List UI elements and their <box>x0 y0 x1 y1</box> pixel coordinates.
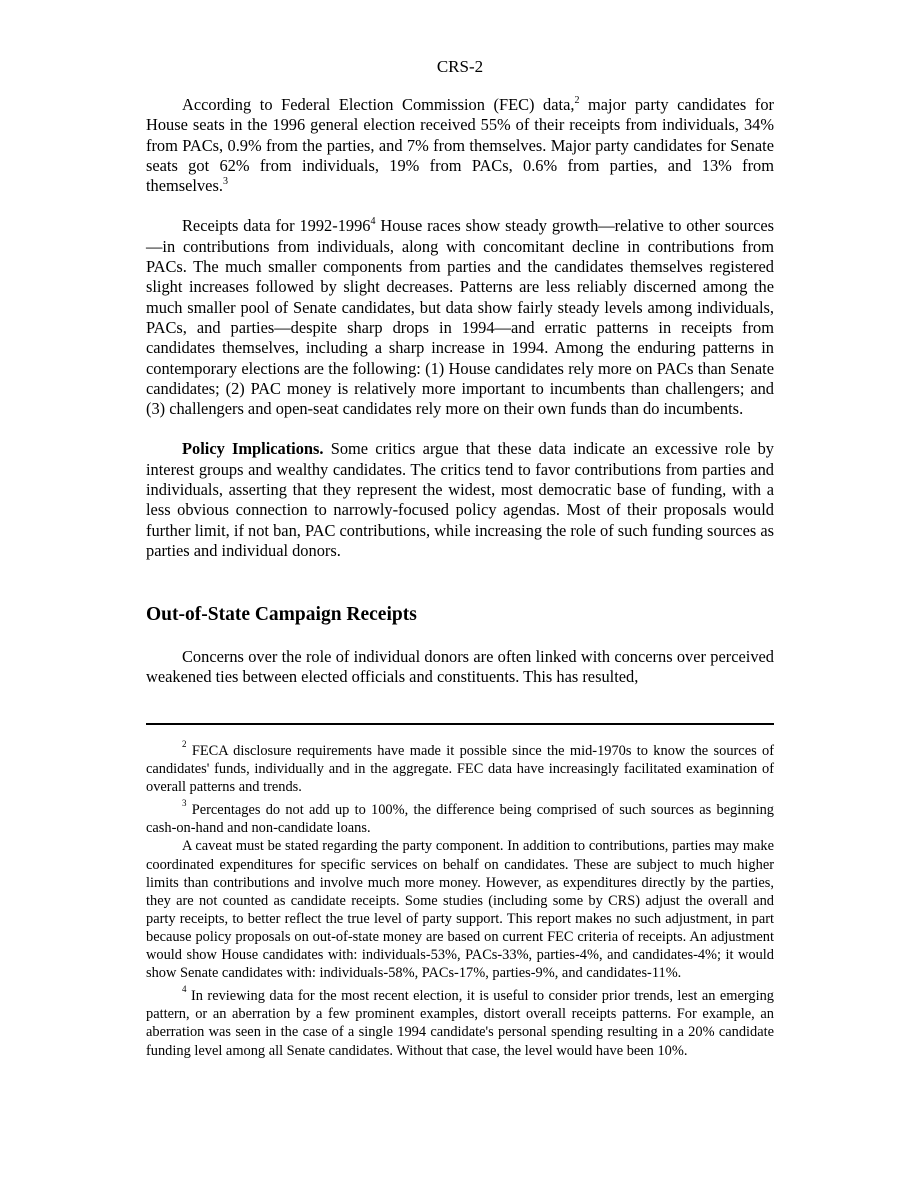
body-text-top <box>146 95 774 561</box>
footnote-ref-2[interactable]: 2 <box>574 94 580 106</box>
footnote-mark: 2 <box>182 739 187 750</box>
footnote-mark: 3 <box>182 798 187 809</box>
paragraph-text: Some critics argue that these data indicate an excessive role by interest groups and wealthy candidates. The critics tend to favor contributions from parties and individuals, asserting that they represent the widest, most democratic base of funding, with a less obvious connection to narrowly-focused policy agendas. Most of their proposals would further limit, if not ban, PAC contributions, while increasing the role of such funding sources as parties and individual donors. <box>146 439 774 560</box>
footnote-3-continuation: A caveat must be stated regarding the party component. In addition to contributions, parties may make coordinated expenditures for specific services on behalf on candidates. These are subject to much higher limits than contributions and involve much more money. However, as expenditures directly by the parties, they are not counted as candidate receipts. Some studies (including some by CRS) adjust the overall and party receipts, to better reflect the true level of party support. This report makes no such adjustment, in part because policy proposals on out-of-state money are based on current FEC criteria of receipts. An adjustment would show House candidates with: individuals-53%, PACs-33%, parties-4%, and candidates-4%; it would show Senate candidates with: individuals-58%, PACs-17%, parties-9%, and candidates-11%. <box>146 838 774 982</box>
footnote-separator <box>146 723 774 725</box>
page-number-header: CRS-2 <box>436 57 484 76</box>
footnote-text: FECA disclosure requirements have made it possible since the mid-1970s to know the sources of candidates' funds, individually and in the aggregate. FEC data have increasingly facilitated examination of overall patterns and trends. <box>146 743 774 796</box>
footnote-ref-4[interactable]: 4 <box>370 216 376 228</box>
footnote-2 <box>146 739 774 796</box>
paragraph-receipts-data <box>146 216 774 419</box>
footnote-4 <box>146 984 774 1059</box>
paragraph-concerns: Concerns over the role of individual donors are often linked with concerns over perceived weakened ties between elected officials and constituents. This has resulted, <box>146 647 774 687</box>
body-text-bottom <box>146 647 774 688</box>
paragraph-fec-data <box>146 95 774 196</box>
footnote-text: In reviewing data for the most recent election, it is useful to consider prior trends, lest an emerging pattern, or an aberration by a few prominent examples, distort overall receipts patterns. For example, an aberration was seen in the case of a single 1994 candidate's personal spending resulting in a 20% candidate funding level among all Senate candidates. Without that case, the level would have been 10%. <box>146 988 774 1059</box>
paragraph-text: Receipts data for 1992-1996 <box>182 216 371 236</box>
paragraph-text: major party candidates for House seats in the 1996 general election received 55% of their receipts from individuals, 34% from PACs, 0.9% from the parties, and 7% from themselves. Major party candidates for Senate seats got 62% from individuals, 19% from PACs, 0.6% from parties, and 13% from themselves. <box>146 95 774 196</box>
paragraph-text: According to Federal Election Commission (FEC) data, <box>182 95 575 114</box>
footnotes <box>146 739 774 1060</box>
paragraph-lead-in: Policy Implications. <box>182 439 324 459</box>
footnote-ref-3[interactable]: 3 <box>222 175 228 187</box>
footnote-3 <box>146 798 774 837</box>
paragraph-text: House races show steady growth—relative to other sources—in contributions from individuals, along with concomitant decline in contributions from PACs. The much smaller components from parties and the candidates themselves registered slight increases followed by slight decreases. Patterns are less reliably discerned among the much smaller pool of Senate candidates, but data show fairly steady levels among individuals, PACs, and parties—despite sharp drops in 1994—and erratic patterns in receipts from candidates themselves, including a sharp increase in 1994. Among the enduring patterns in contemporary elections are the following: (1) House candidates rely more on PACs than Senate candidates; (2) PAC money is relatively more important to incumbents than challengers; and (3) challengers and open-seat candidates rely more on their own funds than do incumbents. <box>146 216 774 419</box>
footnote-mark: 4 <box>182 984 187 995</box>
section-heading: Out-of-State Campaign Receipts <box>146 604 417 625</box>
footnote-text: Percentages do not add up to 100%, the difference being comprised of such sources as beginning cash-on-hand and non-candidate loans. <box>146 802 774 837</box>
paragraph-policy-implications <box>146 439 774 561</box>
